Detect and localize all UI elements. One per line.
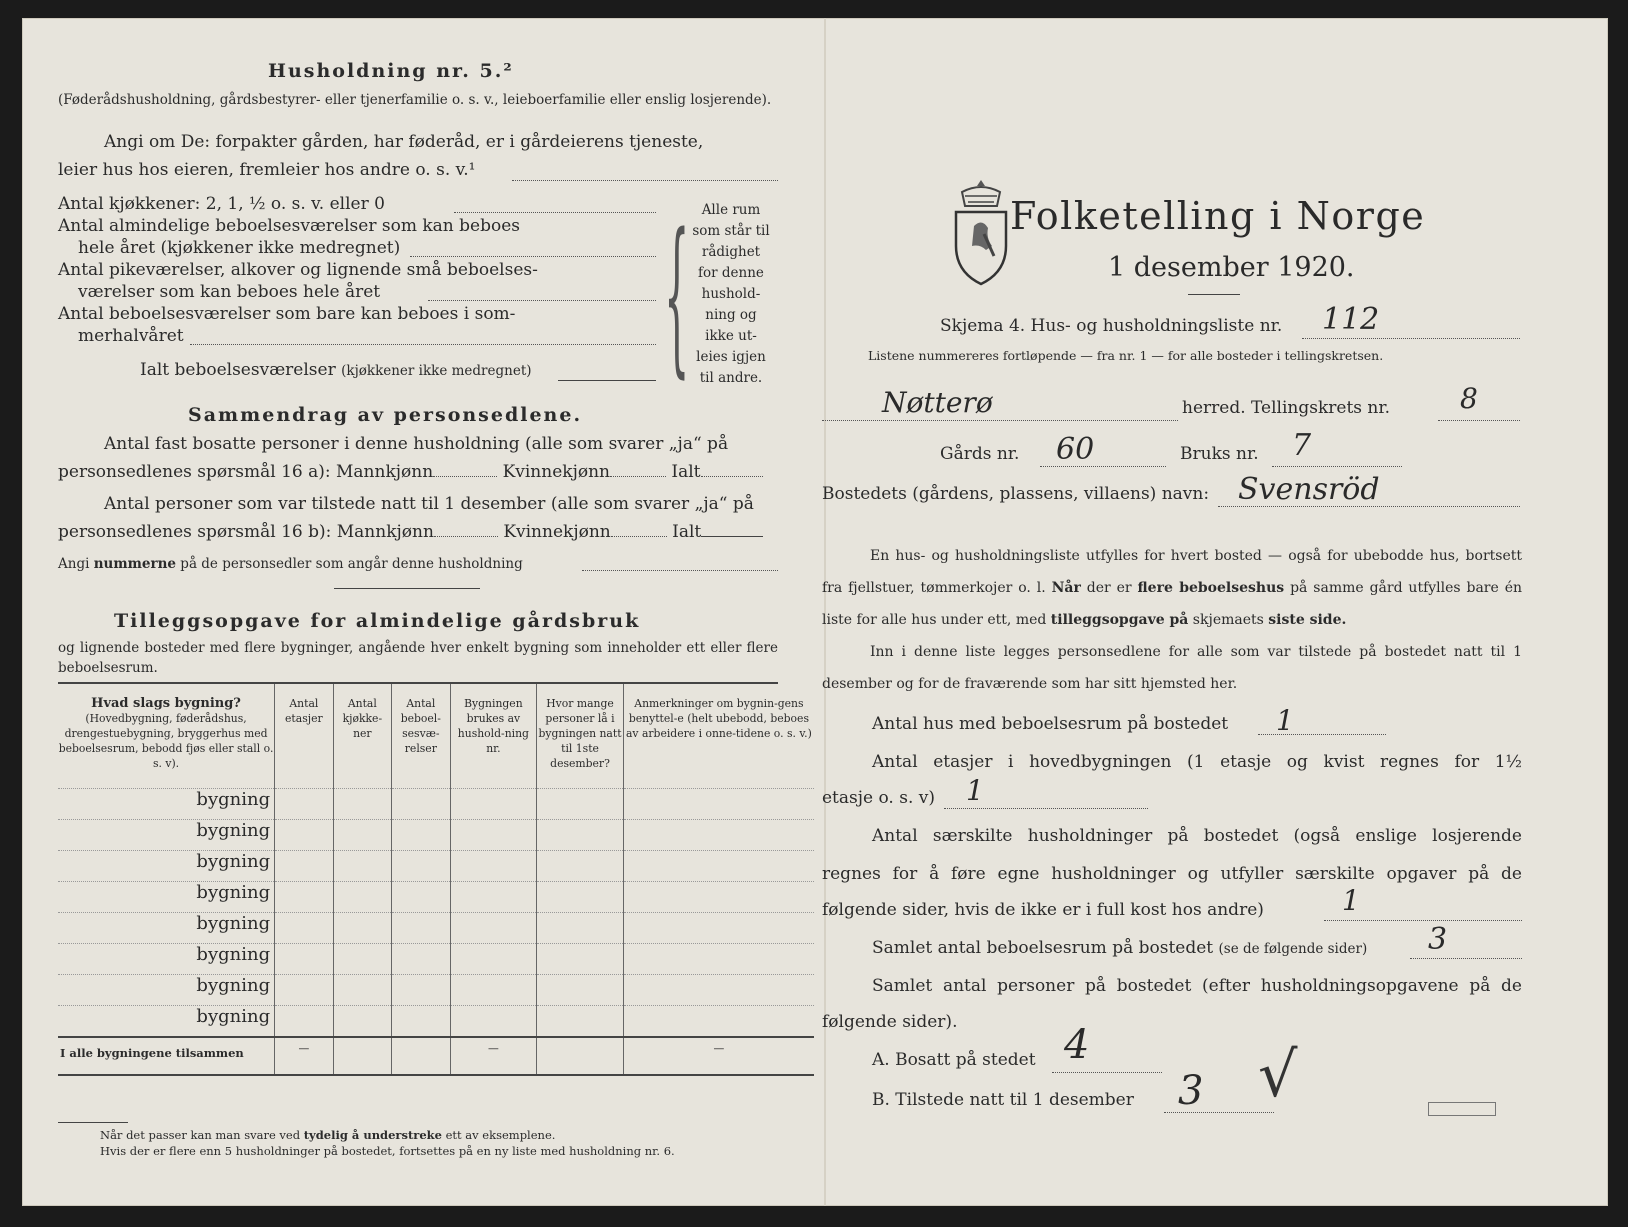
printer-stamp-icon (1428, 1102, 1496, 1116)
small-field[interactable] (428, 300, 656, 301)
angi-fill-line[interactable] (512, 180, 778, 181)
table-row[interactable]: bygning (58, 1006, 814, 1038)
hus-label: Antal hus med beboelsesrum på bostedet (872, 714, 1229, 734)
krets-field[interactable] (1438, 420, 1520, 421)
section-divider (334, 588, 480, 589)
rooms-ordinary: Antal almindelige beboelsesværelser som kan beboes (58, 216, 520, 236)
sammendrag-title: Sammendrag av personsedlene. (188, 404, 583, 426)
etasjer-line2: etasje o. s. v) (822, 788, 935, 808)
samlet-rum-label: Samlet antal beboelsesrum på bostedet (se de følgende sider) (872, 938, 1368, 958)
gards-nr[interactable]: 60 (1056, 432, 1095, 467)
table-header-row (58, 684, 814, 789)
household-title: Husholdning nr. 5.² (268, 60, 514, 82)
rooms-summer: Antal beboelsesværelser som bare kan beboes i som- (58, 304, 516, 324)
instructions-para1: En hus- og husholdningsliste utfylles for hvert bosted — også for ubebodde hus, bortsett fra fjellstuer, tømmerkojer o. l. Når der er flere beboelseshus på samme gård utfylles bare én liste for alle hus under ett, med tilleggsopgave på skjemaets siste side. (822, 548, 1522, 628)
hush-line3: følgende sider, hvis de ikke er i full kost hos andre) (822, 900, 1264, 920)
bosatt-field[interactable] (1052, 1072, 1162, 1073)
fast-line2: personsedlenes spørsmål 16 a): Mannkjønn Kvinnekjønn Ialt (58, 462, 763, 482)
bruks-field[interactable] (1272, 466, 1402, 467)
nummer-field[interactable] (582, 570, 778, 571)
table-row[interactable]: bygning (58, 789, 814, 820)
table-total-row: I alle bygningene tilsammen — — — (58, 1037, 814, 1075)
census-form-sheet (22, 18, 1608, 1206)
angi-line2: leier hus hos eieren, fremleier hos andre o. s. v.¹ (58, 160, 476, 180)
hus-value[interactable]: 1 (1276, 704, 1294, 737)
ialt-rooms-field[interactable] (558, 380, 656, 381)
census-date: 1 desember 1920. (1108, 252, 1355, 283)
header-remarks: Anmerkninger om bygnin-gens benyttel-e (helt ubebodd, beboes av arbeidere i onne-tidene o. s. v.) (623, 684, 814, 789)
skjema-nr[interactable]: 112 (1322, 302, 1380, 337)
hush-value[interactable]: 1 (1342, 884, 1360, 917)
bosted-label: Bostedets (gårdens, plassens, villaens) navn: (822, 484, 1210, 504)
samlet-rum-field[interactable] (1410, 958, 1522, 959)
footnote-2: Hvis der er flere enn 5 husholdninger på bostedet, fortsettes på en ny liste med husholdning nr. 6. (100, 1144, 675, 1158)
table-row[interactable]: bygning (58, 882, 814, 913)
rooms-ordinary-cont: hele året (kjøkkener ikke medregnet) (78, 238, 401, 258)
norway-coat-of-arms-icon (950, 178, 1012, 286)
census-title: Folketelling i Norge (1010, 194, 1426, 238)
tilstede-value[interactable]: 3 (1178, 1068, 1204, 1114)
herred-value[interactable]: Nøtterø (882, 386, 993, 419)
listene-note: Listene nummereres fortløpende — fra nr. 1 — for alle bosteder i tellingskretsen. (868, 348, 1384, 363)
gards-label: Gårds nr. (940, 444, 1020, 464)
household-intro: (Føderådshusholdning, gårdsbestyrer- eller tjenerfamilie o. s. v., leieboerfamilie eller enslig losjerende). (58, 92, 772, 108)
bruks-label: Bruks nr. (1180, 444, 1259, 464)
footnote-rule (58, 1122, 128, 1123)
summer-field[interactable] (190, 344, 656, 345)
samlet-rum-value[interactable]: 3 (1428, 922, 1448, 957)
etasjer-line1: Antal etasjer i hovedbygningen (1 etasje og kvist regnes for 1½ (872, 752, 1522, 772)
angi-line1: Angi om De: forpakter gården, har føderåd, er i gårdeierens tjeneste, (104, 132, 704, 152)
ialt-rooms: Ialt beboelsesværelser (kjøkkener ikke medregnet) (140, 360, 532, 380)
header-floors: Antal etasjer (275, 684, 333, 789)
title-divider (1188, 294, 1240, 295)
table-row[interactable]: bygning (58, 820, 814, 851)
rooms-small: Antal pikeværelser, alkover og lignende små beboelses- (58, 260, 538, 280)
table-row[interactable]: bygning (58, 944, 814, 975)
hush-field[interactable] (1324, 920, 1522, 921)
header-kitchens: Antal kjøkke-ner (333, 684, 391, 789)
bosted-value[interactable]: Svensröd (1238, 472, 1380, 507)
kitchens-field[interactable] (454, 212, 656, 213)
skjema-field[interactable] (1302, 338, 1520, 339)
header-household-nr: Bygningen brukes av hushold-ning nr. (450, 684, 537, 789)
instructions-para2: Inn i denne liste legges personsedlene for alle som var tilstede på bostedet natt til 1 desember og for de fraværende som har sitt hjemsted her. (822, 644, 1522, 692)
samlet-pers-line2: følgende sider). (822, 1012, 958, 1032)
samlet-pers-line1: Samlet antal personer på bostedet (efter husholdningsopgavene på de (872, 976, 1522, 996)
bosatt-value[interactable]: 4 (1064, 1022, 1090, 1068)
bosatt-label: A. Bosatt på stedet (872, 1050, 1036, 1070)
rooms-small-cont: værelser som kan beboes hele året (78, 282, 381, 302)
header-building-type: Hvad slags bygning? (Hovedbygning, føderådshus, drengestuebygning, bryggerhus med beboelsesrum, bebodd fjøs eller stall o. s. v). (58, 696, 274, 770)
rooms-summer-cont: merhalvåret (78, 326, 184, 346)
side-note: Alle rum som står til rådighet for denne hushold- ning og ikke ut- leies igjen til andre. (692, 202, 770, 386)
rooms-kitchens: Antal kjøkkener: 2, 1, ½ o. s. v. eller 0 (58, 194, 385, 214)
checkmark-icon: √ (1258, 1038, 1298, 1111)
table-row[interactable]: bygning (58, 913, 814, 944)
tillegg-title: Tilleggsopgave for almindelige gårdsbruk (114, 610, 641, 632)
brace-icon: { (664, 202, 690, 396)
herred-label: herred. Tellingskrets nr. (1182, 398, 1391, 418)
ordinary-field[interactable] (410, 256, 656, 257)
table-row[interactable]: bygning (58, 851, 814, 882)
tilstede-label: B. Tilstede natt til 1 desember (872, 1090, 1134, 1110)
buildings-table (58, 684, 814, 1076)
header-rooms: Antal beboel-sesvæ-relser (392, 684, 450, 789)
nummer-line: Angi nummerne på de personsedler som angår denne husholdning (58, 556, 523, 572)
skjema-label: Skjema 4. Hus- og husholdningsliste nr. (940, 316, 1283, 336)
krets-nr[interactable]: 8 (1460, 382, 1478, 415)
herred-field[interactable] (822, 420, 1178, 421)
etasjer-field[interactable] (944, 808, 1148, 809)
hush-line2: regnes for å føre egne husholdninger og utfyller særskilte opgaver på de (822, 864, 1522, 884)
tilstede-line2: personsedlenes spørsmål 16 b): Mannkjønn Kvinnekjønn Ialt (58, 522, 763, 542)
table-row[interactable]: bygning (58, 975, 814, 1006)
etasjer-value[interactable]: 1 (966, 774, 984, 807)
tilstede-line1: Antal personer som var tilstede natt til 1 desember (alle som svarer „ja“ på (104, 494, 754, 514)
footnote-1: Når det passer kan man svare ved tydelig å understreke ett av eksemplene. (100, 1128, 556, 1142)
header-persons: Hvor mange personer lå i bygningen natt til 1ste desember? (537, 684, 624, 789)
bruks-nr[interactable]: 7 (1292, 428, 1312, 463)
tillegg-text: og lignende bosteder med flere bygninger, angående hver enkelt bygning som inneholder ett eller flere beboelsesrum. (58, 640, 778, 676)
fast-line1: Antal fast bosatte personer i denne husholdning (alle som svarer „ja“ på (104, 434, 729, 454)
hush-line1: Antal særskilte husholdninger på bostedet (også enslige losjerende (872, 826, 1522, 846)
